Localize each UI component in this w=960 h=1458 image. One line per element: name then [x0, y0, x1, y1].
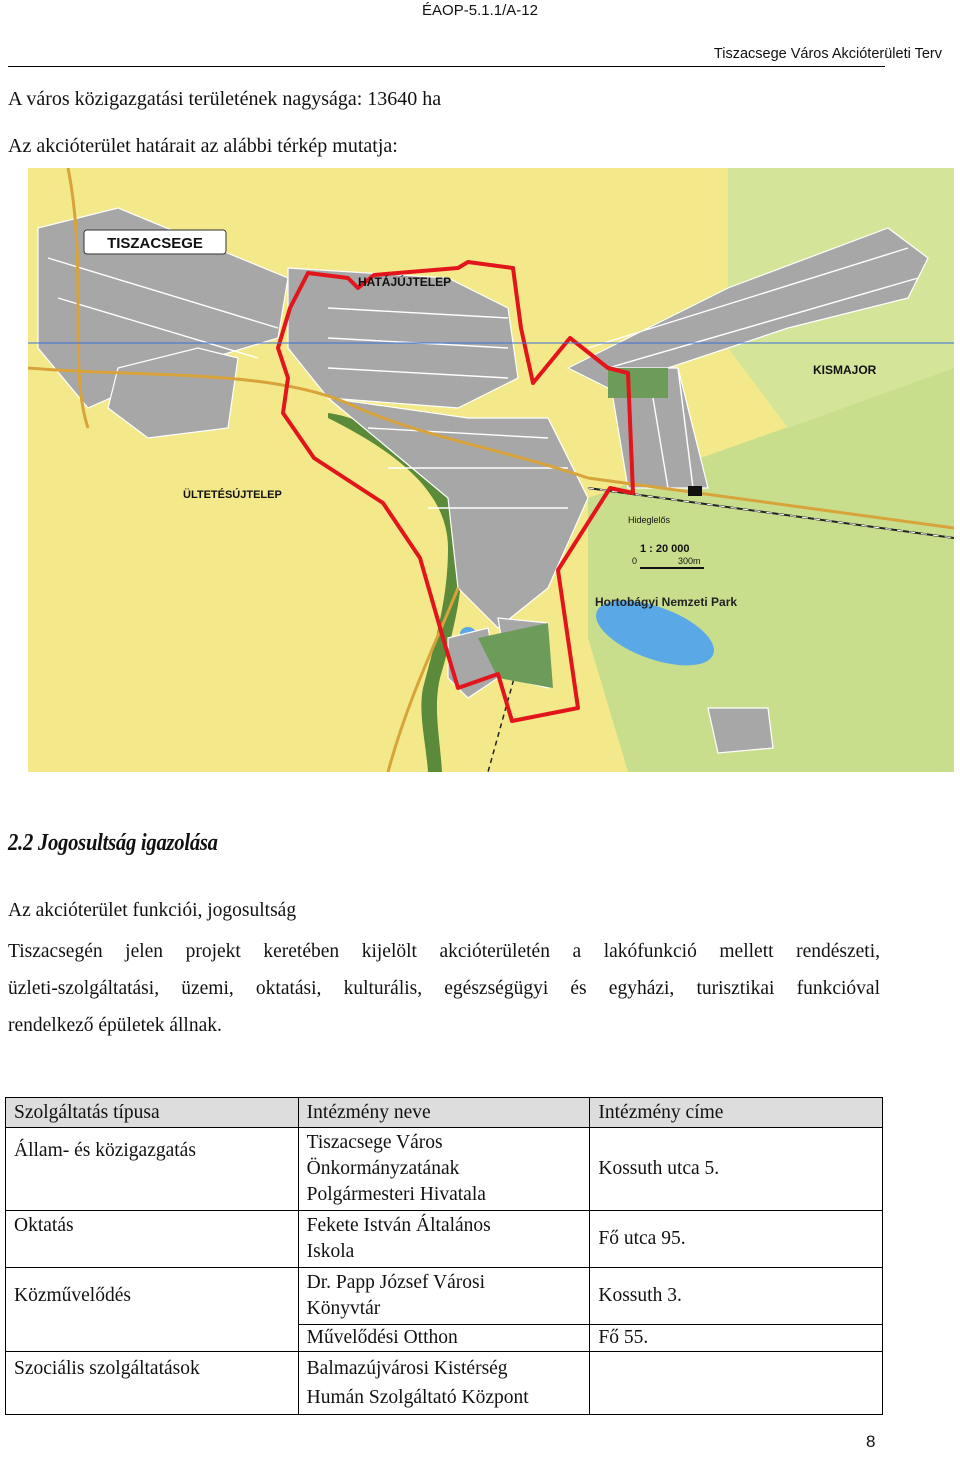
cell-address: Kossuth 3. — [590, 1268, 883, 1325]
kismajor-label: KISMAJOR — [813, 363, 877, 377]
cell-type: Állam- és közigazgatás — [6, 1128, 299, 1211]
hatajujtelep-label: HATÁJÚJTELEP — [358, 275, 452, 289]
cell-type — [6, 1325, 299, 1352]
cell-name — [298, 1325, 590, 1352]
name-line: Iskola — [306, 1241, 355, 1262]
cell-name — [298, 1352, 590, 1415]
name-line: Könyvtár — [306, 1298, 381, 1319]
cell-address: Kossuth utca 5. — [590, 1128, 883, 1211]
cell-address — [590, 1352, 883, 1415]
body-line: rendelkező épületek állnak. — [8, 1015, 222, 1036]
table-row — [6, 1352, 883, 1415]
header-rule — [8, 66, 885, 67]
action-area-map — [28, 168, 954, 772]
cell-name — [298, 1268, 590, 1325]
park-label: Hortobágyi Nemzeti Park — [595, 595, 738, 609]
services-table — [5, 1097, 883, 1415]
name-line: Dr. Papp József Városi — [306, 1272, 486, 1293]
cell-name — [298, 1211, 590, 1268]
section-title: 2.2 Jogosultság igazolása — [8, 830, 218, 856]
header-doc-title: Tiszacsege Város Akcióterületi Terv — [713, 46, 942, 62]
body-line: Tiszacsegén jelen projekt keretében kijelölt akcióterületén a lakófunkció mellett rendészeti, — [8, 941, 880, 962]
scale-zero: 0 — [632, 556, 638, 566]
table-row — [6, 1128, 883, 1211]
section-subtitle: Az akcióterület funkciói, jogosultság — [8, 900, 297, 921]
name-line: Művelődési Otthon — [306, 1327, 458, 1348]
cell-address: Fő utca 95. — [590, 1211, 883, 1268]
name-line: Balmazújvárosi Kistérség — [306, 1358, 508, 1379]
cell-name — [298, 1128, 590, 1211]
cell-type: Oktatás — [6, 1211, 299, 1268]
table-header-row — [6, 1098, 883, 1128]
body-line: üzleti-szolgáltatási, üzemi, oktatási, kulturális, egészségügyi és egyházi, turisztikai funkcióval — [8, 978, 880, 999]
cemetery-north — [608, 368, 668, 398]
hideglelos-label: Hideglelős — [628, 515, 671, 525]
name-line: Tiszacsege Város — [306, 1132, 443, 1153]
table-row — [6, 1325, 883, 1352]
scale-300: 300m — [678, 556, 701, 566]
name-line: Humán Szolgáltató Központ — [306, 1387, 529, 1408]
map-intro: Az akcióterület határait az alábbi térkép mutatja: — [8, 135, 398, 157]
town-label: TISZACSEGE — [107, 235, 203, 252]
cell-address: Fő 55. — [590, 1325, 883, 1352]
cell-type: Szociális szolgáltatások — [6, 1352, 299, 1415]
table-row — [6, 1268, 883, 1325]
table-row — [6, 1211, 883, 1268]
col-header-name: Intézmény neve — [298, 1098, 590, 1128]
col-header-address: Intézmény címe — [590, 1098, 883, 1128]
name-line: Önkormányzatának — [306, 1158, 460, 1179]
area-line: A város közigazgatási területének nagysága: 13640 ha — [8, 88, 442, 110]
cell-type: Közművelődés — [6, 1268, 299, 1325]
ultetesujtelep-label: ÜLTETÉSÚJTELEP — [183, 489, 282, 501]
name-line: Polgármesteri Hivatala — [306, 1184, 486, 1205]
header-code: ÉAOP-5.1.1/A-12 — [422, 2, 538, 19]
col-header-type: Szolgáltatás típusa — [6, 1098, 299, 1128]
name-line: Fekete István Általános — [306, 1215, 491, 1236]
scale-label: 1 : 20 000 — [640, 543, 690, 555]
section-body — [8, 933, 880, 1044]
page-number: 8 — [866, 1432, 876, 1451]
